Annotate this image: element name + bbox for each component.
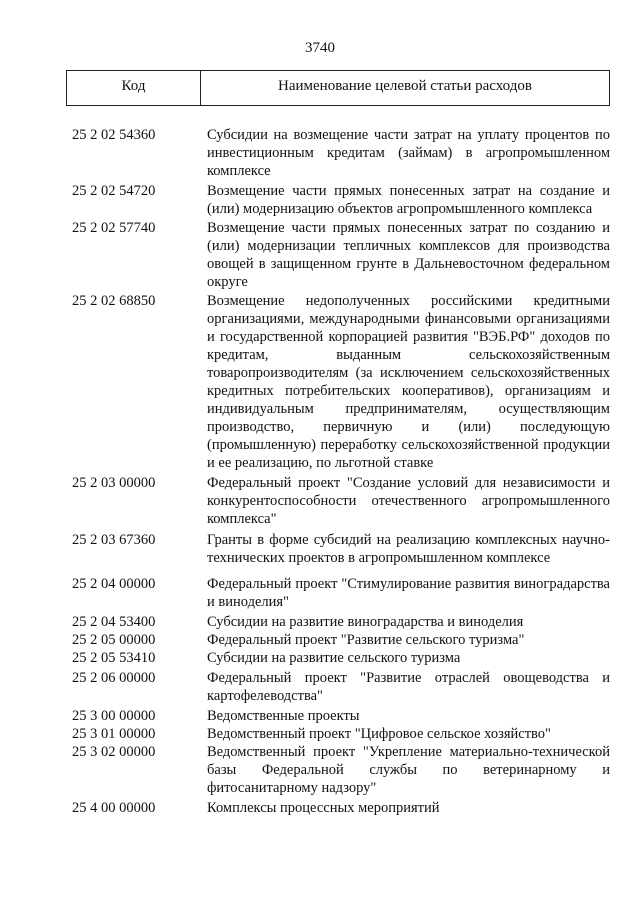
header-code: Код	[67, 71, 201, 105]
table-header	[66, 70, 610, 106]
row-name: Субсидии на развитие виноградарства и виноделия	[207, 614, 524, 630]
table-row	[72, 669, 612, 705]
row-name: Комплексы процессных мероприятий	[207, 800, 440, 816]
table-body	[72, 126, 612, 817]
row-name: Федеральный проект "Развитие отраслей овощеводства и картофелеводства"	[207, 670, 610, 704]
row-code: 25 2 02 54360	[72, 127, 156, 143]
row-name: Субсидии на развитие сельского туризма	[207, 650, 461, 666]
row-code: 25 2 02 57740	[72, 220, 156, 236]
row-code: 25 3 01 00000	[72, 726, 156, 742]
page-number: 3740	[305, 40, 335, 56]
row-name: Ведомственный проект "Укрепление материально-технической базы Федеральной службы по ветеринарному и фитосанитарному надзору"	[207, 744, 610, 796]
row-name: Возмещение части прямых понесенных затрат на создание и (или) модернизацию объектов агропромышленного комплекса	[207, 183, 610, 217]
row-name: Федеральный проект "Стимулирование развития виноградарства и виноделия"	[207, 576, 610, 610]
row-code: 25 4 00 00000	[72, 800, 156, 816]
row-name: Возмещение части прямых понесенных затрат по созданию и (или) модернизации тепличных комплексов для производства овощей в защищенном грунте в Дальневосточном федеральном округе	[207, 220, 610, 290]
row-name: Федеральный проект "Создание условий для независимости и конкурентоспособности отечественного агропромышленного комплекса"	[207, 475, 610, 527]
table-row	[72, 707, 612, 725]
row-name: Субсидии на возмещение части затрат на уплату процентов по инвестиционным кредитам (займам) в агропромышленном комплексе	[207, 127, 610, 179]
table-row	[72, 613, 612, 631]
row-name: Федеральный проект "Развитие сельского туризма"	[207, 632, 525, 648]
row-code: 25 2 05 00000	[72, 632, 156, 648]
row-name: Ведомственные проекты	[207, 708, 360, 724]
table-row	[72, 182, 612, 218]
table-row	[72, 292, 612, 472]
table-row	[72, 531, 612, 567]
row-code: 25 2 03 67360	[72, 532, 156, 548]
row-code: 25 2 02 68850	[72, 293, 156, 309]
table-row	[72, 649, 612, 667]
row-code: 25 2 05 53410	[72, 650, 156, 666]
row-code: 25 2 02 54720	[72, 183, 156, 199]
table-row	[72, 575, 612, 611]
table-row	[72, 631, 612, 649]
table-row	[72, 474, 612, 528]
row-code: 25 2 04 00000	[72, 576, 156, 592]
row-code: 25 2 03 00000	[72, 475, 156, 491]
header-name: Наименование целевой статьи расходов	[278, 78, 532, 94]
table-row	[72, 799, 612, 817]
table-row	[72, 743, 612, 797]
row-code: 25 3 00 00000	[72, 708, 156, 724]
row-code: 25 2 06 00000	[72, 670, 156, 686]
table-row	[72, 126, 612, 180]
table-row	[72, 219, 612, 291]
row-code: 25 3 02 00000	[72, 744, 156, 760]
row-name: Возмещение недополученных российскими кредитными организациями, международными финансовыми организациями и государственной корпорацией развития "ВЭБ.РФ" доходов по кредитам, выданным сельскохозяйственным товаропроизводителям (за исключением сельскохозяйственных кредитных потребительских кооперативов), организациям и индивидуальным предпринимателям, осуществляющим производство, первичную и (или) последующую (промышленную) переработку сельскохозяйственной продукции и ее реализацию, по льготной ставке	[207, 293, 610, 471]
row-name: Ведомственный проект "Цифровое сельское хозяйство"	[207, 726, 551, 742]
row-code: 25 2 04 53400	[72, 614, 156, 630]
row-name: Гранты в форме субсидий на реализацию комплексных научно-технических проектов в агропромышленном комплексе	[207, 532, 610, 566]
table-row	[72, 725, 612, 743]
